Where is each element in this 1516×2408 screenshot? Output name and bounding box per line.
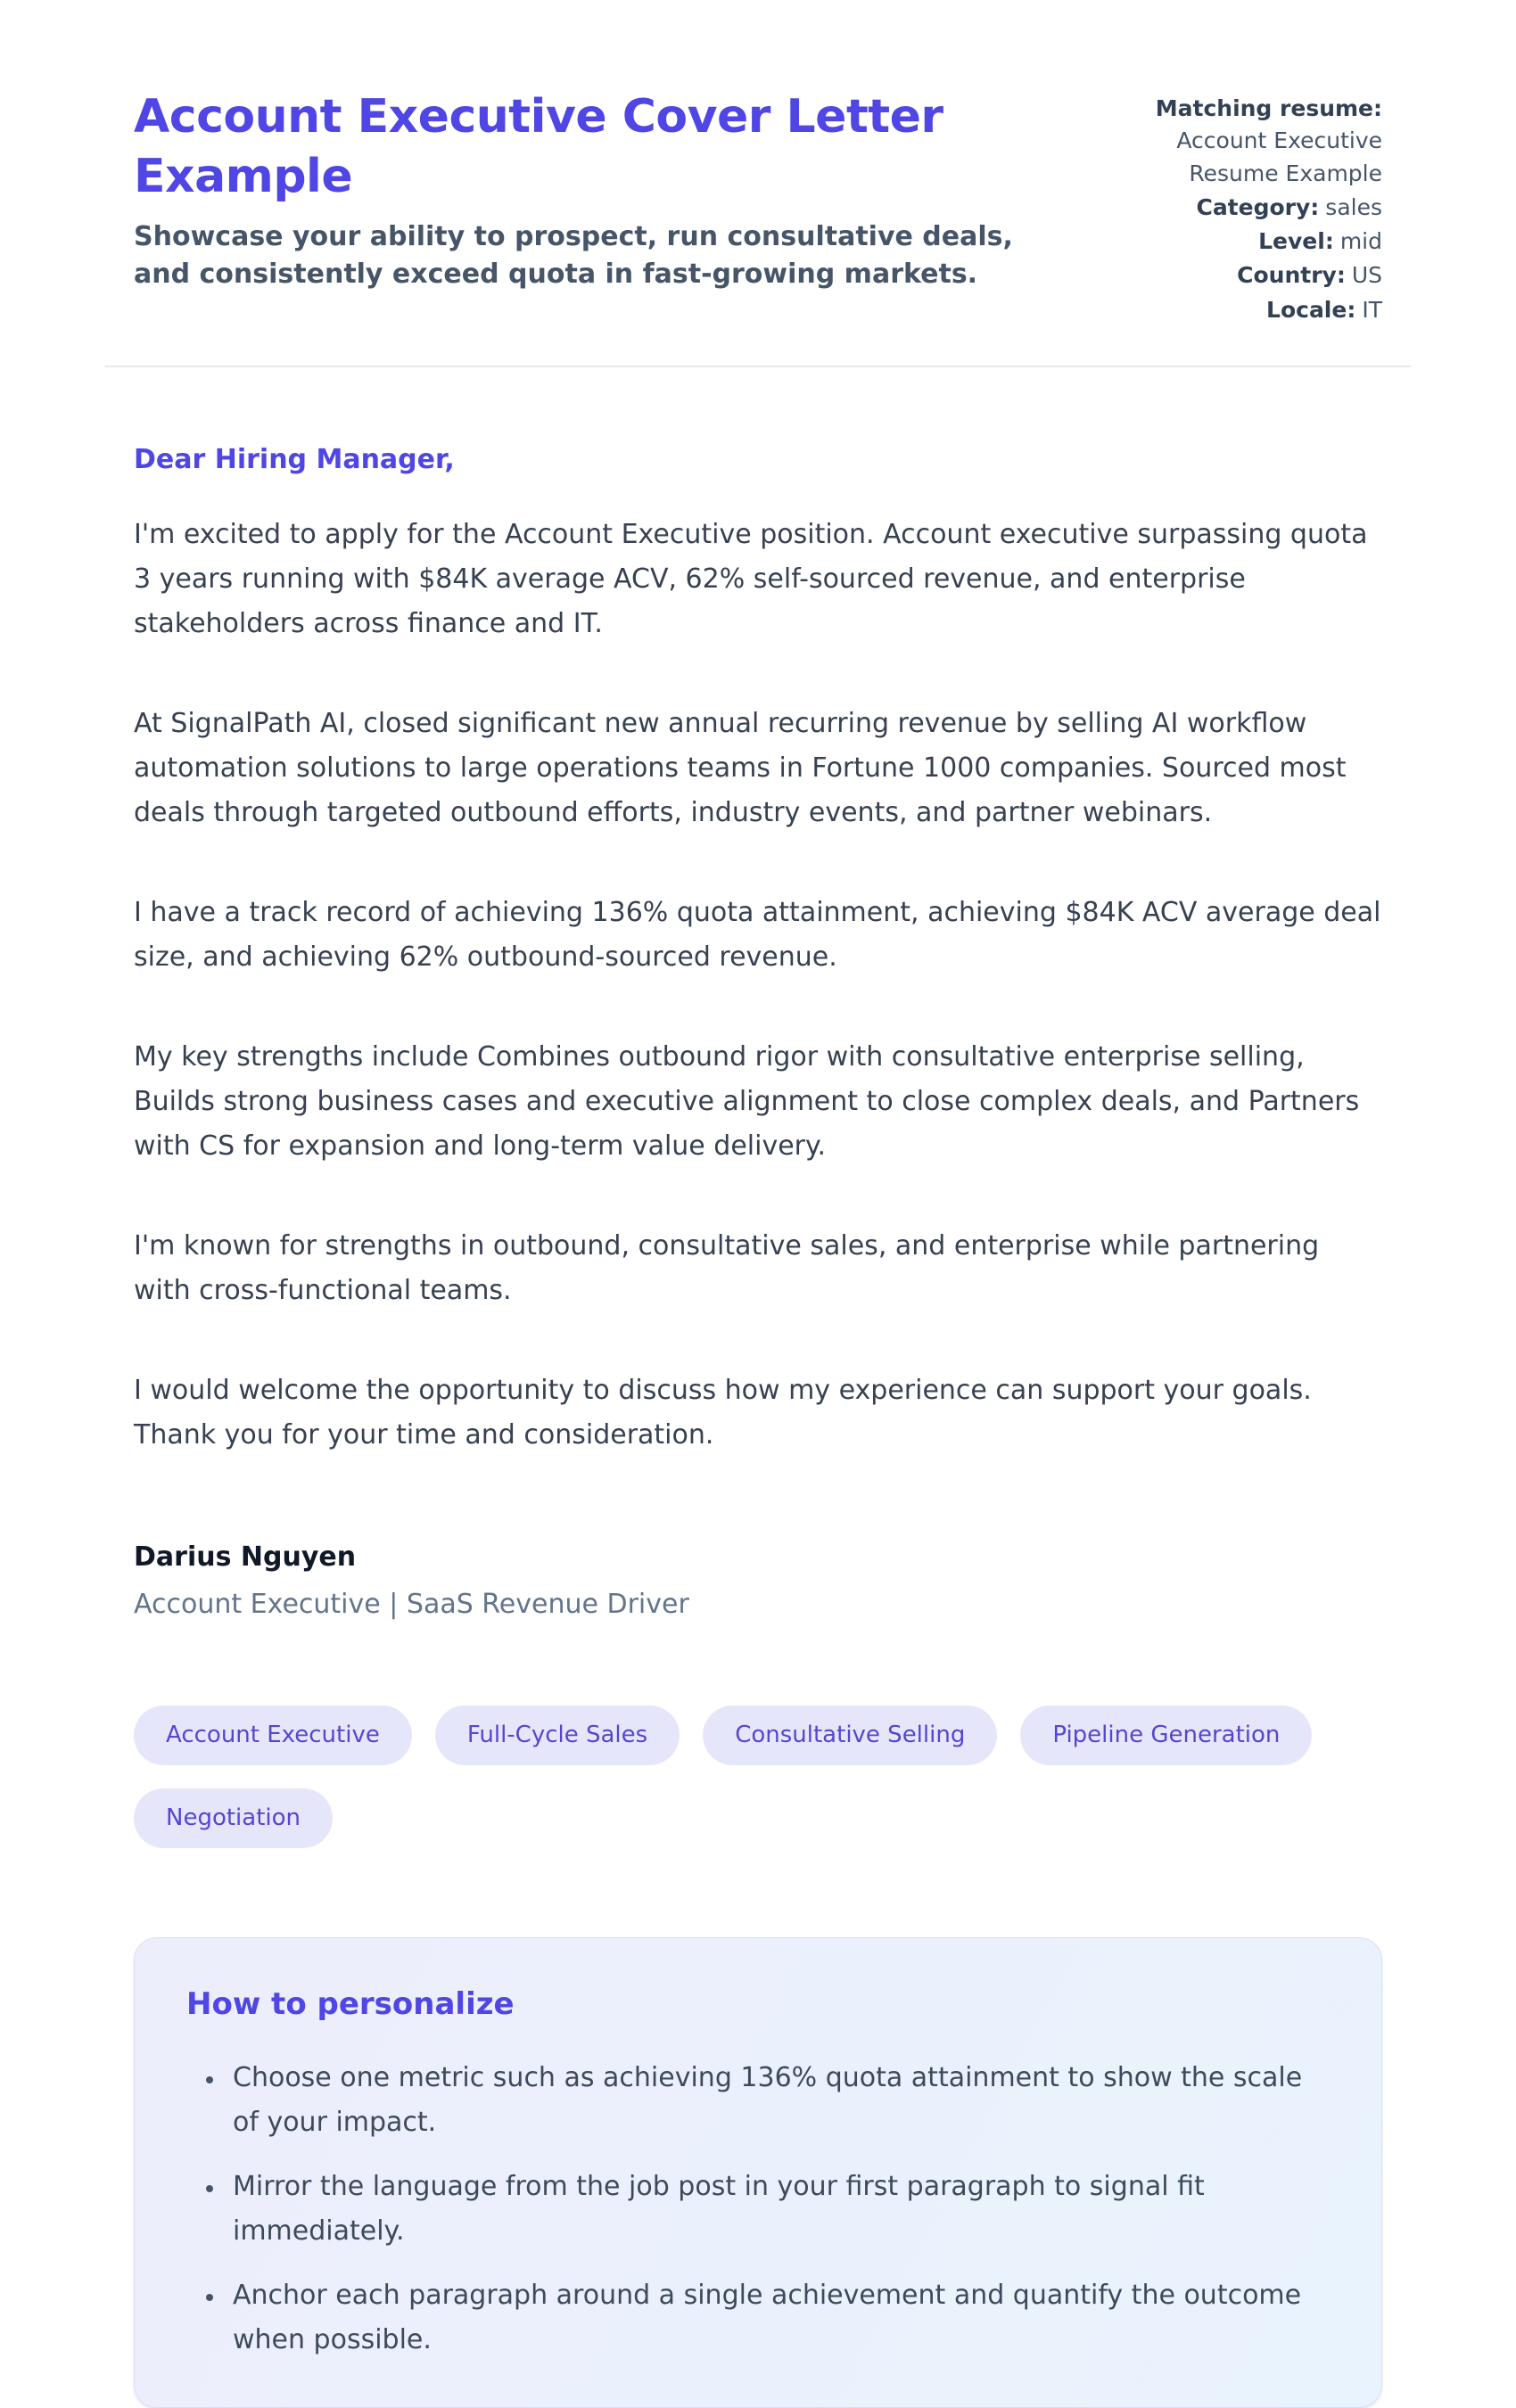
meta-category-label: Category:: [1196, 193, 1320, 220]
signature-title: Account Executive | SaaS Revenue Driver: [134, 1588, 689, 1620]
tip-list-item: • Choose one metric such as achieving 136% quota attainment to show the scale of your impact.: [226, 2056, 1330, 2145]
page-subtitle: Showcase your ability to prospect, run consultative deals, and consistently exceed quota in fast-growing markets.: [134, 221, 1013, 291]
tip-list: [186, 2056, 1330, 2363]
page: [105, 0, 1411, 2408]
skill-tags: [134, 1705, 1382, 1848]
tag-pill[interactable]: Account Executive: [134, 1705, 412, 1765]
meta-level-value: mid: [1339, 228, 1382, 254]
letter-paragraph: At SignalPath AI, closed significant new annual recurring revenue by selling AI workflow automation solutions to large operations teams in Fortune 1000 companies. Sourced most deals through targeted outbound efforts, industry events, and partner webinars.: [134, 707, 1347, 828]
cover-letter-body: [105, 444, 1411, 2408]
page-title: Account Executive Cover Letter Example: [134, 90, 943, 203]
matching-resume-meta: [1106, 87, 1382, 326]
tag-pill[interactable]: Negotiation: [134, 1788, 333, 1848]
header-title-block: [134, 87, 1061, 293]
tag-pill[interactable]: Full-Cycle Sales: [435, 1705, 680, 1765]
meta-category-value: sales: [1325, 193, 1382, 220]
meta-row-level: [1106, 226, 1382, 258]
how-to-personalize-box: [134, 1937, 1382, 2408]
letter-paragraph: I would welcome the opportunity to discuss how my experience can support your goals. Thank you for your time and consideration.: [134, 1374, 1312, 1451]
matching-resume-link[interactable]: Account Executive Resume Example: [1176, 127, 1382, 186]
matching-resume-label: Matching resume:: [1155, 95, 1382, 121]
meta-level-label: Level:: [1258, 228, 1334, 254]
header: [105, 87, 1411, 367]
tag-pill[interactable]: Consultative Selling: [703, 1705, 997, 1765]
letter-paragraph: My key strengths include Combines outbound rigor with consultative enterprise selling, Builds strong business cases and executive alignment to close complex deals, and Partners with CS for expansion and long-term value delivery.: [134, 1040, 1360, 1162]
tip-list-item: • Mirror the language from the job post in your first paragraph to signal fit immediately.: [226, 2165, 1330, 2254]
tip-list-item: • Anchor each paragraph around a single achievement and quantify the outcome when possible.: [226, 2273, 1330, 2363]
meta-locale-label: Locale:: [1266, 296, 1356, 323]
letter-paragraph: I'm excited to apply for the Account Executive position. Account executive surpassing quota 3 years running with $84K average ACV, 62% self-sourced revenue, and enterprise stakeholders across finance and IT.: [134, 518, 1368, 639]
meta-locale-value: IT: [1362, 296, 1382, 323]
meta-row-locale: [1106, 294, 1382, 326]
meta-row-country: [1106, 259, 1382, 292]
tip-box-title: How to personalize: [186, 1986, 515, 2023]
letter-paragraph: I'm known for strengths in outbound, consultative sales, and enterprise while partnering with cross-functional teams.: [134, 1229, 1320, 1306]
meta-row-category: [1106, 192, 1382, 224]
meta-country-label: Country:: [1237, 262, 1346, 289]
salutation: Dear Hiring Manager,: [134, 443, 455, 475]
meta-country-value: US: [1351, 262, 1382, 289]
tag-pill[interactable]: Pipeline Generation: [1020, 1705, 1312, 1765]
signature-name: Darius Nguyen: [134, 1541, 357, 1573]
letter-paragraph: I have a track record of achieving 136% quota attainment, achieving $84K ACV average deal size, and achieving 62% outbound-sourced revenue.: [134, 896, 1381, 973]
